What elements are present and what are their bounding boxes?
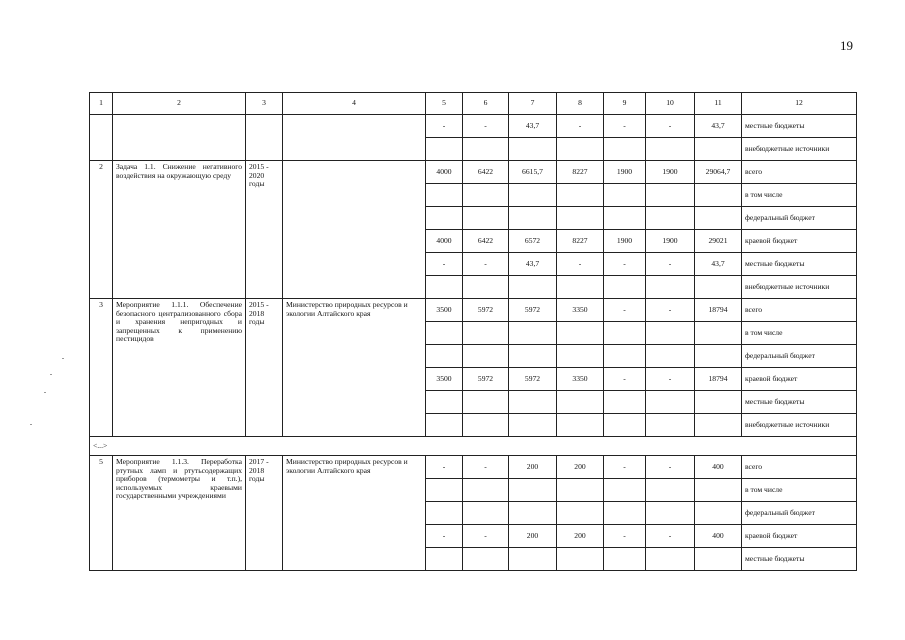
value-cell [604,322,646,345]
value-cell: - [426,456,463,479]
funding-source-label: местные бюджеты [742,391,857,414]
value-cell: - [604,368,646,391]
value-cell [509,479,557,502]
funding-source-label: внебюджетные источники [742,414,857,437]
value-cell [509,345,557,368]
value-cell [695,502,742,525]
value-cell [509,391,557,414]
funding-source-label: всего [742,161,857,184]
value-cell [463,345,509,368]
value-cell [463,479,509,502]
value-cell [646,207,695,230]
term-cell [246,115,283,161]
value-cell: - [463,115,509,138]
funding-source-label: в том числе [742,184,857,207]
executor-cell: Министерство природных ресурсов и экологии Алтайского края [283,299,426,437]
value-cell: - [646,525,695,548]
col-header-9: 9 [604,93,646,115]
measure-name-cell: Мероприятие 1.1.1. Обеспечение безопасного централизованного сбора и хранения непригодных и запрещенных к применению пестицидов [113,299,246,437]
value-cell [695,322,742,345]
col-header-11: 11 [695,93,742,115]
col-header-4: 4 [283,93,426,115]
value-cell: - [426,525,463,548]
value-cell: 1900 [646,230,695,253]
value-cell: 4000 [426,161,463,184]
value-cell [557,276,604,299]
value-cell [463,391,509,414]
measure-name-cell: Задача 1.1. Снижение негативного воздействия на окружающую среду [113,161,246,299]
value-cell [557,207,604,230]
value-cell: 400 [695,525,742,548]
col-header-12: 12 [742,93,857,115]
page-number: 19 [840,38,853,53]
measure-name-cell: Мероприятие 1.1.3. Переработка ртутных ламп и ртутьсодержащих приборов (термометры и т.п.), используемых краевыми государственными учреждениями [113,456,246,571]
funding-source-label: всего [742,299,857,322]
value-cell: 8227 [557,161,604,184]
funding-source-label: внебюджетные источники [742,276,857,299]
value-cell: 18794 [695,368,742,391]
value-cell: 400 [695,456,742,479]
value-cell: 5972 [463,299,509,322]
value-cell [604,414,646,437]
value-cell [509,138,557,161]
value-cell [557,502,604,525]
value-cell [557,184,604,207]
value-cell: - [604,115,646,138]
col-header-10: 10 [646,93,695,115]
value-cell [695,548,742,571]
funding-source-label: краевой бюджет [742,230,857,253]
value-cell [646,345,695,368]
value-cell: 200 [557,456,604,479]
value-cell [426,548,463,571]
value-cell: 200 [557,525,604,548]
value-cell: - [463,456,509,479]
value-cell [557,479,604,502]
value-cell [509,322,557,345]
value-cell [604,345,646,368]
funding-source-label: внебюджетные источники [742,138,857,161]
col-header-8: 8 [557,93,604,115]
value-cell: 200 [509,525,557,548]
value-cell: - [557,253,604,276]
value-cell: - [604,456,646,479]
value-cell: 3350 [557,299,604,322]
funding-source-label: в том числе [742,322,857,345]
value-cell [426,414,463,437]
value-cell: 43,7 [695,115,742,138]
value-cell [463,322,509,345]
scan-speck [50,374,52,375]
col-header-3: 3 [246,93,283,115]
value-cell: 29064,7 [695,161,742,184]
value-cell: 6572 [509,230,557,253]
value-cell [646,276,695,299]
row-number-cell: 2 [90,161,113,299]
value-cell [463,548,509,571]
value-cell [646,138,695,161]
scan-speck [62,358,64,359]
value-cell [509,184,557,207]
value-cell: 6422 [463,230,509,253]
measure-name-cell [113,115,246,161]
value-cell [604,502,646,525]
value-cell: 200 [509,456,557,479]
table-row [90,115,857,138]
value-cell [426,322,463,345]
funding-source-label: в том числе [742,479,857,502]
value-cell: - [646,456,695,479]
col-header-7: 7 [509,93,557,115]
value-cell [695,391,742,414]
value-cell [695,207,742,230]
value-cell [557,345,604,368]
value-cell [426,345,463,368]
value-cell: - [646,115,695,138]
term-cell: 2017 - 2018 годы [246,456,283,571]
col-header-6: 6 [463,93,509,115]
value-cell: 6422 [463,161,509,184]
value-cell [509,502,557,525]
funding-source-label: федеральный бюджет [742,207,857,230]
value-cell: 43,7 [509,253,557,276]
value-cell: - [604,525,646,548]
value-cell: - [463,253,509,276]
value-cell [463,502,509,525]
omission-marker: <...> [90,437,857,456]
value-cell [426,479,463,502]
funding-source-label: федеральный бюджет [742,502,857,525]
value-cell: 3500 [426,299,463,322]
value-cell [646,548,695,571]
value-cell: 3500 [426,368,463,391]
executor-cell [283,161,426,299]
col-header-5: 5 [426,93,463,115]
program-funding-table [89,92,857,571]
value-cell [509,548,557,571]
value-cell [646,184,695,207]
value-cell: - [426,253,463,276]
funding-source-label: местные бюджеты [742,253,857,276]
value-cell [695,184,742,207]
term-cell: 2015 - 2018 годы [246,299,283,437]
table-row [90,456,857,479]
value-cell [426,207,463,230]
row-number-cell: 5 [90,456,113,571]
value-cell [604,138,646,161]
value-cell: 4000 [426,230,463,253]
value-cell [509,414,557,437]
value-cell [695,345,742,368]
value-cell [557,322,604,345]
value-cell [604,548,646,571]
value-cell: - [646,299,695,322]
value-cell: - [604,253,646,276]
scan-speck [30,424,32,425]
value-cell: 5972 [509,299,557,322]
funding-source-label: местные бюджеты [742,548,857,571]
value-cell: 1900 [604,230,646,253]
scan-speck [44,392,46,393]
value-cell [463,207,509,230]
value-cell [509,207,557,230]
value-cell [426,276,463,299]
value-cell: - [646,253,695,276]
value-cell [695,414,742,437]
value-cell [463,276,509,299]
value-cell: 1900 [646,161,695,184]
value-cell [557,138,604,161]
omission-separator-row [90,437,857,456]
value-cell: - [646,368,695,391]
col-header-1: 1 [90,93,113,115]
value-cell [426,184,463,207]
value-cell [604,479,646,502]
funding-source-label: местные бюджеты [742,115,857,138]
table-row [90,299,857,322]
value-cell: 8227 [557,230,604,253]
funding-source-label: всего [742,456,857,479]
value-cell [646,391,695,414]
value-cell [463,138,509,161]
funding-source-label: федеральный бюджет [742,345,857,368]
value-cell [646,414,695,437]
value-cell: 29021 [695,230,742,253]
value-cell: 6615,7 [509,161,557,184]
value-cell [509,276,557,299]
value-cell: 5972 [509,368,557,391]
term-cell: 2015 - 2020 годы [246,161,283,299]
value-cell [695,138,742,161]
value-cell [604,391,646,414]
value-cell [463,414,509,437]
column-number-header-row [90,93,857,115]
value-cell [646,322,695,345]
value-cell: 18794 [695,299,742,322]
value-cell [557,414,604,437]
value-cell [695,276,742,299]
value-cell: 1900 [604,161,646,184]
value-cell [646,479,695,502]
value-cell: 3350 [557,368,604,391]
value-cell: - [426,115,463,138]
row-number-cell: 3 [90,299,113,437]
col-header-2: 2 [113,93,246,115]
value-cell [695,479,742,502]
value-cell: - [463,525,509,548]
executor-cell: Министерство природных ресурсов и экологии Алтайского края [283,456,426,571]
funding-source-label: краевой бюджет [742,525,857,548]
value-cell [557,391,604,414]
value-cell [557,548,604,571]
executor-cell [283,115,426,161]
value-cell: 5972 [463,368,509,391]
value-cell [604,276,646,299]
value-cell [426,138,463,161]
value-cell [604,207,646,230]
row-number-cell [90,115,113,161]
value-cell [604,184,646,207]
value-cell: - [557,115,604,138]
table-row [90,161,857,184]
value-cell: - [604,299,646,322]
value-cell [646,502,695,525]
value-cell [463,184,509,207]
value-cell: 43,7 [509,115,557,138]
value-cell [426,391,463,414]
value-cell: 43,7 [695,253,742,276]
value-cell [426,502,463,525]
funding-source-label: краевой бюджет [742,368,857,391]
